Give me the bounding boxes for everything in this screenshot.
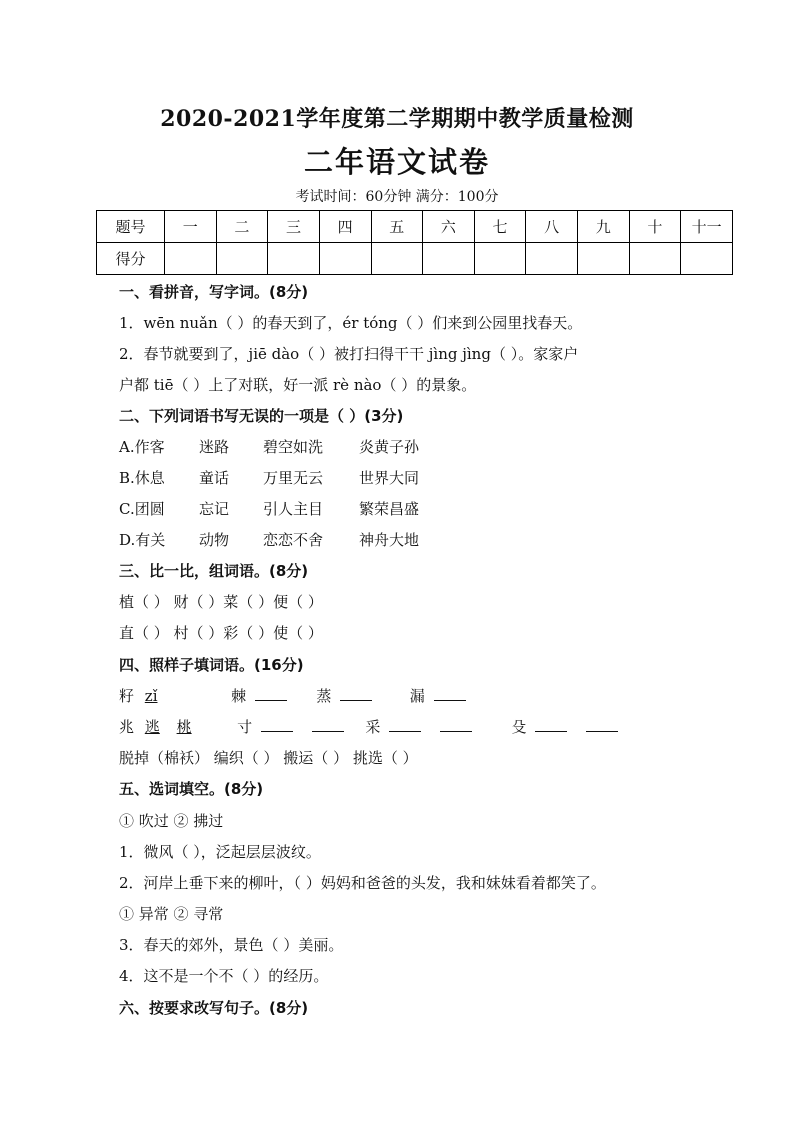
score-row [97,243,733,275]
answer-blank[interactable] [440,717,472,732]
question-col-7: 七 [474,211,526,243]
option-d [119,530,419,550]
option-a [119,437,419,457]
score-cell [165,243,217,275]
score-cell [423,243,475,275]
section1-heading: 一、看拼音，写字词。(8分) [119,283,309,301]
section5-heading: 五、选词填空。(8分) [119,780,264,798]
section5-choices2: ① 异常 ② 寻常 [119,905,224,923]
option-c-word2: 忘记 [199,500,230,518]
option-b-word2: 童话 [199,469,230,487]
answer-blank[interactable] [434,686,466,701]
section4-row1 [119,686,466,706]
example-word1: 逃 [144,718,160,736]
section5-q2: 2．河岸上垂下来的柳叶，（ ）妈妈和爸爸的头发，我和妹妹看着都笑了。 [119,874,606,892]
question-number-row [97,211,733,243]
option-d-word3: 恋恋不舍 [263,531,324,549]
question-col-11: 十一 [681,211,733,243]
question-col-10: 十 [629,211,681,243]
char-d: 漏 [409,687,425,705]
option-d-word4: 神舟大地 [359,531,420,549]
option-b-word1: B.休息 [119,469,165,487]
answer-blank[interactable] [340,686,372,701]
section5-q3: 3．春天的郊外，景色（ ）美丽。 [119,936,344,954]
char-c: 蒸 [316,687,332,705]
example-word2: 桃 [176,718,192,736]
char-cun: 寸 [237,718,253,736]
option-c [119,499,419,519]
question-col-3: 三 [268,211,320,243]
option-a-word1: A.作客 [119,438,165,456]
option-d-word1: D.有关 [119,531,166,549]
answer-blank[interactable] [261,717,293,732]
score-cell [319,243,371,275]
answer-blank[interactable] [389,717,421,732]
answer-blank[interactable] [255,686,287,701]
char-cai: 采 [365,718,381,736]
question-col-5: 五 [371,211,423,243]
section5-q4: 4．这不是一个不（ ）的经历。 [119,967,329,985]
section1-line1: 1．wēn nuǎn（ ）的春天到了，ér tóng（ ）们来到公园里找春天。 [119,314,583,332]
subject-title: 二年语文试卷 [303,145,490,179]
score-cell [474,243,526,275]
answer-blank[interactable] [312,717,344,732]
section1-line2: 2．春节就要到了，jiē dào（ ）被打扫得干干 jìng jìng（ ）。家家户 [119,345,579,363]
option-b [119,468,419,488]
section5-choices1: ① 吹过 ② 拂过 [119,812,224,830]
answer-blank[interactable] [586,717,618,732]
example-char2: 兆 [119,718,135,736]
section3-heading: 三、比一比，组词语。(8分) [119,562,309,580]
option-a-word3: 碧空如洗 [263,438,324,456]
section3-row2: 直（ ） 村（ ）彩（ ）使（ ） [119,624,323,642]
section4-row2 [119,717,618,737]
score-cell [216,243,268,275]
example-char: 籽 [119,687,135,705]
section2-heading: 二、下列词语书写无误的一项是（ ）(3分) [119,407,404,425]
section3-row1: 植（ ） 财（ ）菜（ ）便（ ） [119,593,323,611]
score-cell [578,243,630,275]
question-col-1: 一 [165,211,217,243]
question-col-2: 二 [216,211,268,243]
exam-info: 考试时间：60分钟 满分：100分 [295,189,499,205]
option-a-word4: 炎黄子孙 [359,438,420,456]
score-cell [371,243,423,275]
section4-row3: 脱掉（棉袄） 编织（ ） 搬运（ ） 挑选（ ） [119,749,418,767]
score-cell [268,243,320,275]
option-b-word4: 世界大同 [359,469,420,487]
option-c-word4: 繁荣昌盛 [359,500,420,518]
exam-title: 2020-2021学年度第二学期期中教学质量检测 [160,106,634,132]
score-label: 得分 [97,243,165,275]
question-col-9: 九 [578,211,630,243]
char-shu: 殳 [511,718,527,736]
question-number-label: 题号 [97,211,165,243]
section4-heading: 四、照样子填词语。(16分) [119,656,304,674]
question-col-8: 八 [526,211,578,243]
score-cell [526,243,578,275]
section6-heading: 六、按要求改写句子。(8分) [119,999,309,1017]
option-c-word3: 引人主目 [263,500,324,518]
section1-line3: 户都 tiē（ ）上了对联，好一派 rè nào（ ）的景象。 [119,376,477,394]
option-c-word1: C.团圆 [119,500,165,518]
score-cell [681,243,733,275]
question-col-4: 四 [319,211,371,243]
answer-blank[interactable] [535,717,567,732]
char-b: 棘 [231,687,247,705]
option-d-word2: 动物 [199,531,230,549]
score-cell [629,243,681,275]
question-col-6: 六 [423,211,475,243]
example-pinyin: zǐ [144,687,158,705]
option-a-word2: 迷路 [199,438,230,456]
option-b-word3: 万里无云 [263,469,324,487]
section5-q1: 1．微风（ ），泛起层层波纹。 [119,843,321,861]
score-table [96,210,733,275]
